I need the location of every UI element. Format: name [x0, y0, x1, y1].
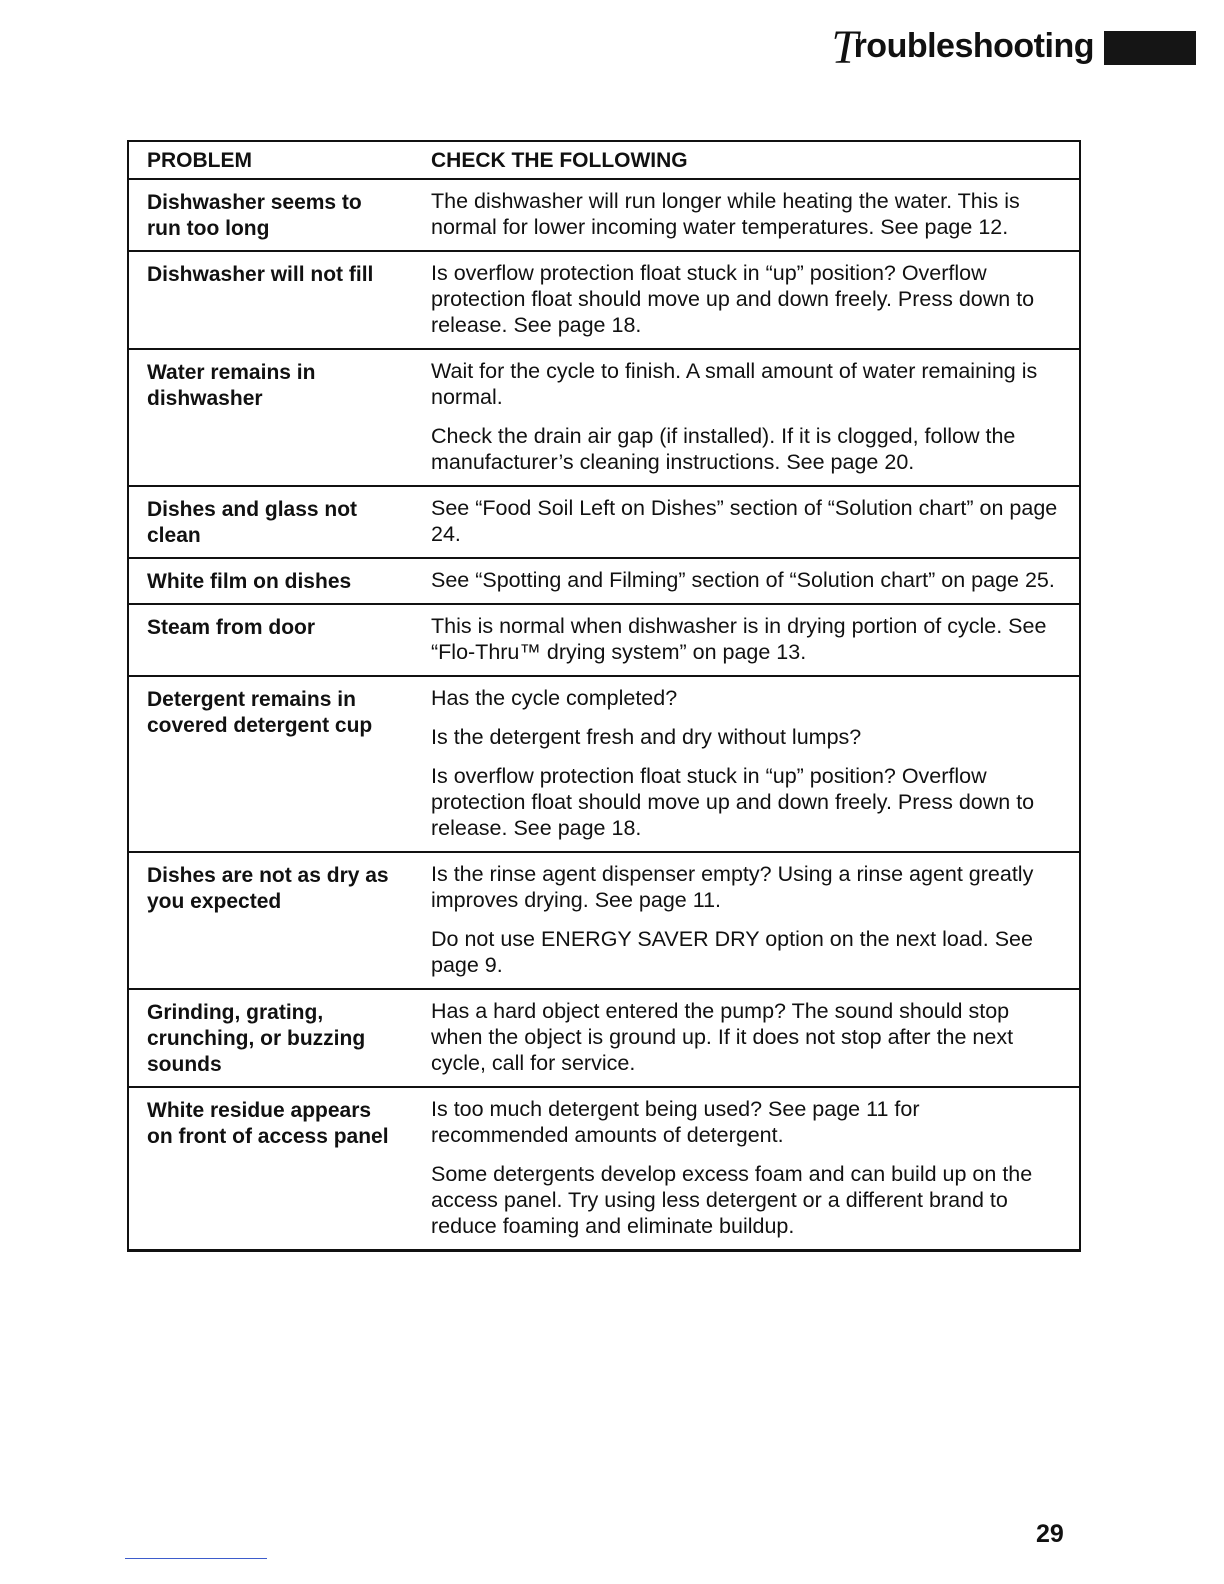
table-header-row — [129, 142, 1079, 178]
problem-cell: White residue appears on front of access panel — [147, 1099, 389, 1148]
problem-cell: Dishes are not as dry as you expected — [147, 864, 389, 913]
check-text: Is the detergent fresh and dry without lumps? — [431, 725, 862, 749]
problem-cell: Grinding, grating, crunching, or buzzing sounds — [147, 1001, 366, 1076]
check-text: Is overflow protection float stuck in “up” position? Overflow protection float should move up and down freely. Press down to release. See page 18. — [431, 764, 1035, 840]
problem-cell: Dishwasher seems to run too long — [147, 191, 362, 240]
check-cell — [409, 180, 1079, 250]
table-row — [129, 178, 1079, 250]
check-text: Has the cycle completed? — [431, 686, 678, 710]
check-cell — [409, 677, 1079, 851]
check-cell — [409, 350, 1079, 485]
problem-cell: Steam from door — [147, 616, 316, 639]
problem-cell: Detergent remains in covered detergent cup — [147, 688, 373, 737]
table-row — [129, 1086, 1079, 1249]
page-number: 29 — [1036, 1520, 1064, 1548]
page-title-initial: T — [831, 21, 858, 74]
page-title — [831, 21, 1094, 74]
table-row — [129, 348, 1079, 485]
check-cell — [409, 1088, 1079, 1249]
table-row — [129, 675, 1079, 851]
problem-column-header: PROBLEM — [147, 149, 252, 172]
problem-cell: Dishes and glass not clean — [147, 498, 358, 547]
problem-cell: White film on dishes — [147, 570, 352, 593]
check-text: Is the rinse agent dispenser empty? Using a rinse agent greatly improves drying. See page 11. — [431, 862, 1034, 912]
page-title-rest: roubleshooting — [853, 27, 1094, 65]
check-cell — [409, 990, 1079, 1086]
check-cell — [409, 487, 1079, 557]
check-text: See “Food Soil Left on Dishes” section of “Solution chart” on page 24. — [431, 496, 1058, 546]
table-row — [129, 557, 1079, 603]
check-text: Do not use ENERGY SAVER DRY option on the next load. See page 9. — [431, 927, 1033, 977]
check-cell — [409, 853, 1079, 988]
check-cell — [409, 605, 1079, 675]
check-text: Has a hard object entered the pump? The sound should stop when the object is ground up. If it does not stop after the next cycle, call for service. — [431, 999, 1014, 1075]
check-cell — [409, 252, 1079, 348]
problem-cell: Dishwasher will not fill — [147, 263, 374, 286]
check-text: See “Spotting and Filming” section of “Solution chart” on page 25. — [431, 568, 1055, 592]
header-ornament-icon — [1104, 31, 1196, 65]
check-text: Wait for the cycle to finish. A small amount of water remaining is normal. — [431, 359, 1038, 409]
check-text: Check the drain air gap (if installed). If it is clogged, follow the manufacturer’s cleaning instructions. See page 20. — [431, 424, 1016, 474]
check-text: Some detergents develop excess foam and can build up on the access panel. Try using less detergent or a different brand to reduce foaming and eliminate buildup. — [431, 1162, 1033, 1238]
check-text: Is overflow protection float stuck in “up” position? Overflow protection float should move up and down freely. Press down to release. See page 18. — [431, 261, 1035, 337]
check-text: This is normal when dishwasher is in drying portion of cycle. See “Flo-Thru™ drying system” on page 13. — [431, 614, 1047, 664]
troubleshooting-table — [127, 140, 1081, 1252]
problem-cell: Water remains in dishwasher — [147, 361, 316, 410]
table-row — [129, 851, 1079, 988]
footer-divider — [125, 1558, 267, 1559]
check-column-header: CHECK THE FOLLOWING — [431, 149, 688, 172]
check-text: Is too much detergent being used? See page 11 for recommended amounts of detergent. — [431, 1097, 920, 1147]
table-row — [129, 250, 1079, 348]
check-text: The dishwasher will run longer while heating the water. This is normal for lower incoming water temperatures. See page 12. — [431, 189, 1020, 239]
table-row — [129, 603, 1079, 675]
table-row — [129, 988, 1079, 1086]
table-row — [129, 485, 1079, 557]
page-header — [831, 18, 1196, 78]
check-cell — [409, 559, 1079, 603]
